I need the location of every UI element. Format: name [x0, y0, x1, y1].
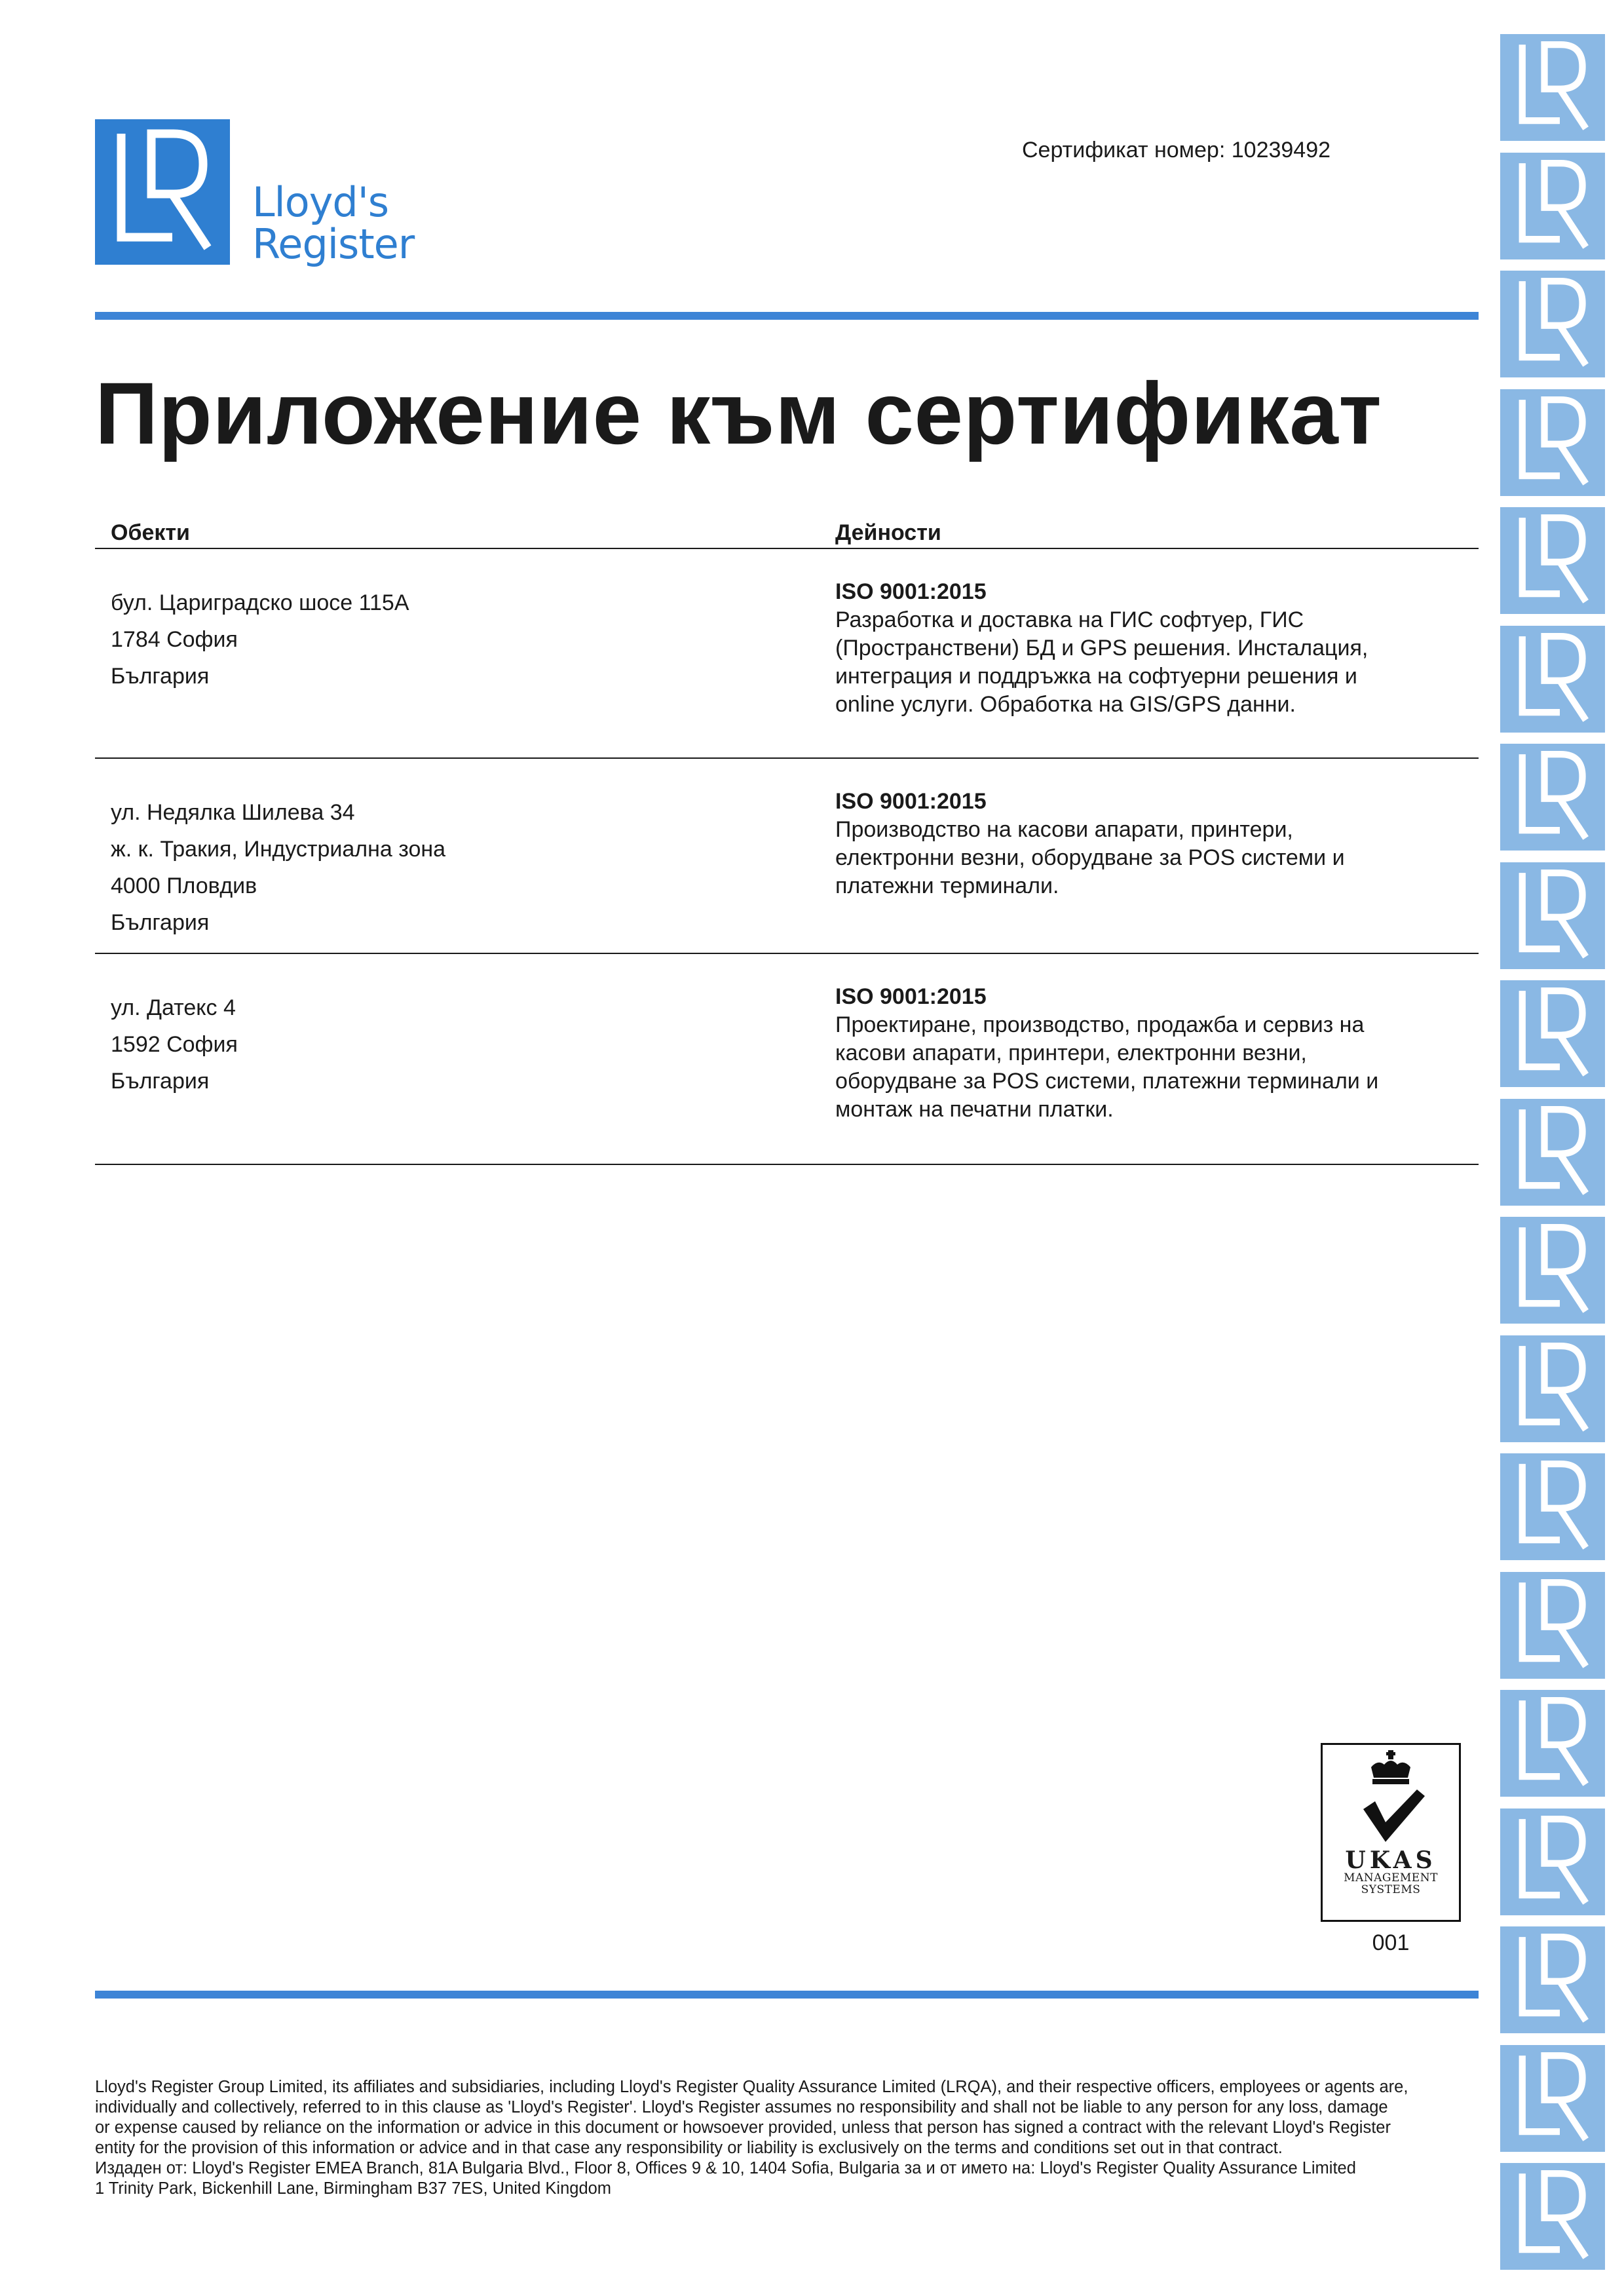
ukas-name: UKAS: [1345, 1846, 1437, 1874]
lr-logo-icon: [1500, 389, 1605, 496]
lr-logo-icon: [1500, 1572, 1605, 1679]
site-address: [111, 584, 409, 695]
lr-logo-icon: [1500, 1453, 1605, 1560]
activity-line: монтаж на печатни платки.: [835, 1097, 1114, 1122]
bottom-divider: [95, 1991, 1479, 1999]
address-line: 1592 София: [111, 1032, 238, 1057]
address-line: ул. Недялка Шилева 34: [111, 800, 355, 825]
lr-logo-icon: [1500, 1808, 1605, 1915]
site-activities: [835, 983, 1464, 1124]
standard-label: ISO 9001:2015: [835, 984, 987, 1009]
table-row: [95, 550, 1479, 759]
address-line: България: [111, 664, 210, 689]
activity-line: касови апарати, принтери, електронни везни,: [835, 1041, 1307, 1065]
lr-logo-icon: [1500, 34, 1605, 141]
lr-logo-icon: [1500, 1099, 1605, 1206]
lr-logo-icon: [1500, 626, 1605, 733]
lr-logo-icon: [95, 119, 230, 265]
footer-line: or expense caused by reliance on the information or advice in this document or howsoever provided, unless that person has signed a contract with the relevant Lloyd's Register: [95, 2118, 1391, 2137]
footer-line: individually and collectively, referred to in this clause as 'Lloyd's Register'. Lloyd's Register assumes no responsibility and shall not be liable to any person for any loss, damage: [95, 2098, 1388, 2116]
column-header-activities: Дейности: [835, 520, 941, 545]
side-logo-strip: [1500, 34, 1605, 2282]
table-row: [95, 760, 1479, 954]
column-header-locations: Обекти: [111, 520, 190, 545]
address-line: 1784 София: [111, 627, 238, 652]
lr-logo-icon: [1500, 1217, 1605, 1324]
ukas-subtitle-2: SYSTEMS: [1361, 1883, 1421, 1896]
address-line: ул. Датекс 4: [111, 995, 236, 1020]
address-line: 4000 Пловдив: [111, 873, 257, 898]
legal-footer: [95, 2077, 1479, 2199]
lloyds-register-logo: [95, 119, 415, 268]
footer-line: 1 Trinity Park, Bickenhill Lane, Birmingham B37 7ES, United Kingdom: [95, 2179, 612, 2198]
lr-logo-icon: [1500, 862, 1605, 969]
brand-name: [252, 178, 415, 268]
ukas-accreditation-number: 001: [1372, 1930, 1410, 1955]
activity-line: Проектиране, производство, продажба и сервиз на: [835, 1012, 1365, 1037]
footer-line: entity for the provision of this information or advice and in that case any responsibility or liability is exclusively on the terms and conditions set out in that contract.: [95, 2139, 1283, 2157]
certificate-number-value: 10239492: [1231, 138, 1331, 163]
address-line: ж. к. Тракия, Индустриална зона: [111, 837, 446, 862]
activity-line: Разработка и доставка на ГИС софтуер, ГИС: [835, 607, 1304, 632]
standard-label: ISO 9001:2015: [835, 789, 987, 814]
lr-logo-icon: [1500, 2163, 1605, 2270]
activity-line: (Пространствени) БД и GPS решения. Инсталация,: [835, 636, 1369, 660]
lr-logo-icon: [1500, 271, 1605, 377]
lr-logo-icon: [1500, 153, 1605, 259]
ukas-subtitle-1: MANAGEMENT: [1344, 1871, 1438, 1885]
lr-logo-icon: [1500, 1335, 1605, 1442]
footer-line: Lloyd's Register Group Limited, its affiliates and subsidiaries, including Lloyd's Register Quality Assurance Limited (LRQA), and their respective officers, employees or agents are,: [95, 2078, 1408, 2096]
ukas-accreditation-mark: [1321, 1743, 1461, 1922]
site-address: [111, 989, 238, 1100]
activity-line: оборудване за POS системи, платежни терминали и: [835, 1069, 1379, 1094]
top-divider: [95, 312, 1479, 320]
table-header: [95, 518, 1479, 549]
crown-tick-icon: [1351, 1749, 1430, 1847]
address-line: България: [111, 1069, 210, 1094]
lr-logo-icon: [1500, 1690, 1605, 1797]
table-row: [95, 955, 1479, 1165]
footer-line: Издаден от: Lloyd's Register EMEA Branch, 81A Bulgaria Blvd., Floor 8, Offices 9 & 10, 1404 Sofia, Bulgaria за и от името на: Lloyd's Register Quality Assurance Limited: [95, 2159, 1356, 2177]
lr-logo-icon: [1500, 980, 1605, 1087]
activity-line: електронни везни, оборудване за POS системи и: [835, 845, 1345, 870]
activity-line: платежни терминали.: [835, 873, 1059, 898]
lr-logo-icon: [1500, 507, 1605, 614]
certificate-number-label: Сертификат номер:: [1022, 138, 1226, 163]
address-line: България: [111, 910, 210, 935]
activity-line: Производство на касови апарати, принтери,: [835, 817, 1293, 842]
standard-label: ISO 9001:2015: [835, 579, 987, 604]
site-address: [111, 794, 445, 941]
activity-line: интеграция и поддръжка на софтуерни решения и: [835, 664, 1357, 689]
activity-line: online услуги. Обработка на GIS/GPS данни.: [835, 692, 1296, 717]
lr-logo-icon: [1500, 1926, 1605, 2033]
brand-name-line1: Lloyd's: [252, 178, 389, 226]
lr-logo-icon: [1500, 744, 1605, 851]
lr-logo-icon: [1500, 2045, 1605, 2152]
certificate-number: [1022, 138, 1331, 163]
brand-name-line2: Register: [252, 220, 415, 268]
address-line: бул. Цариградско шосе 115А: [111, 590, 409, 615]
site-activities: [835, 788, 1464, 900]
page-title: Приложение към сертификат: [95, 365, 1382, 463]
site-activities: [835, 578, 1464, 719]
